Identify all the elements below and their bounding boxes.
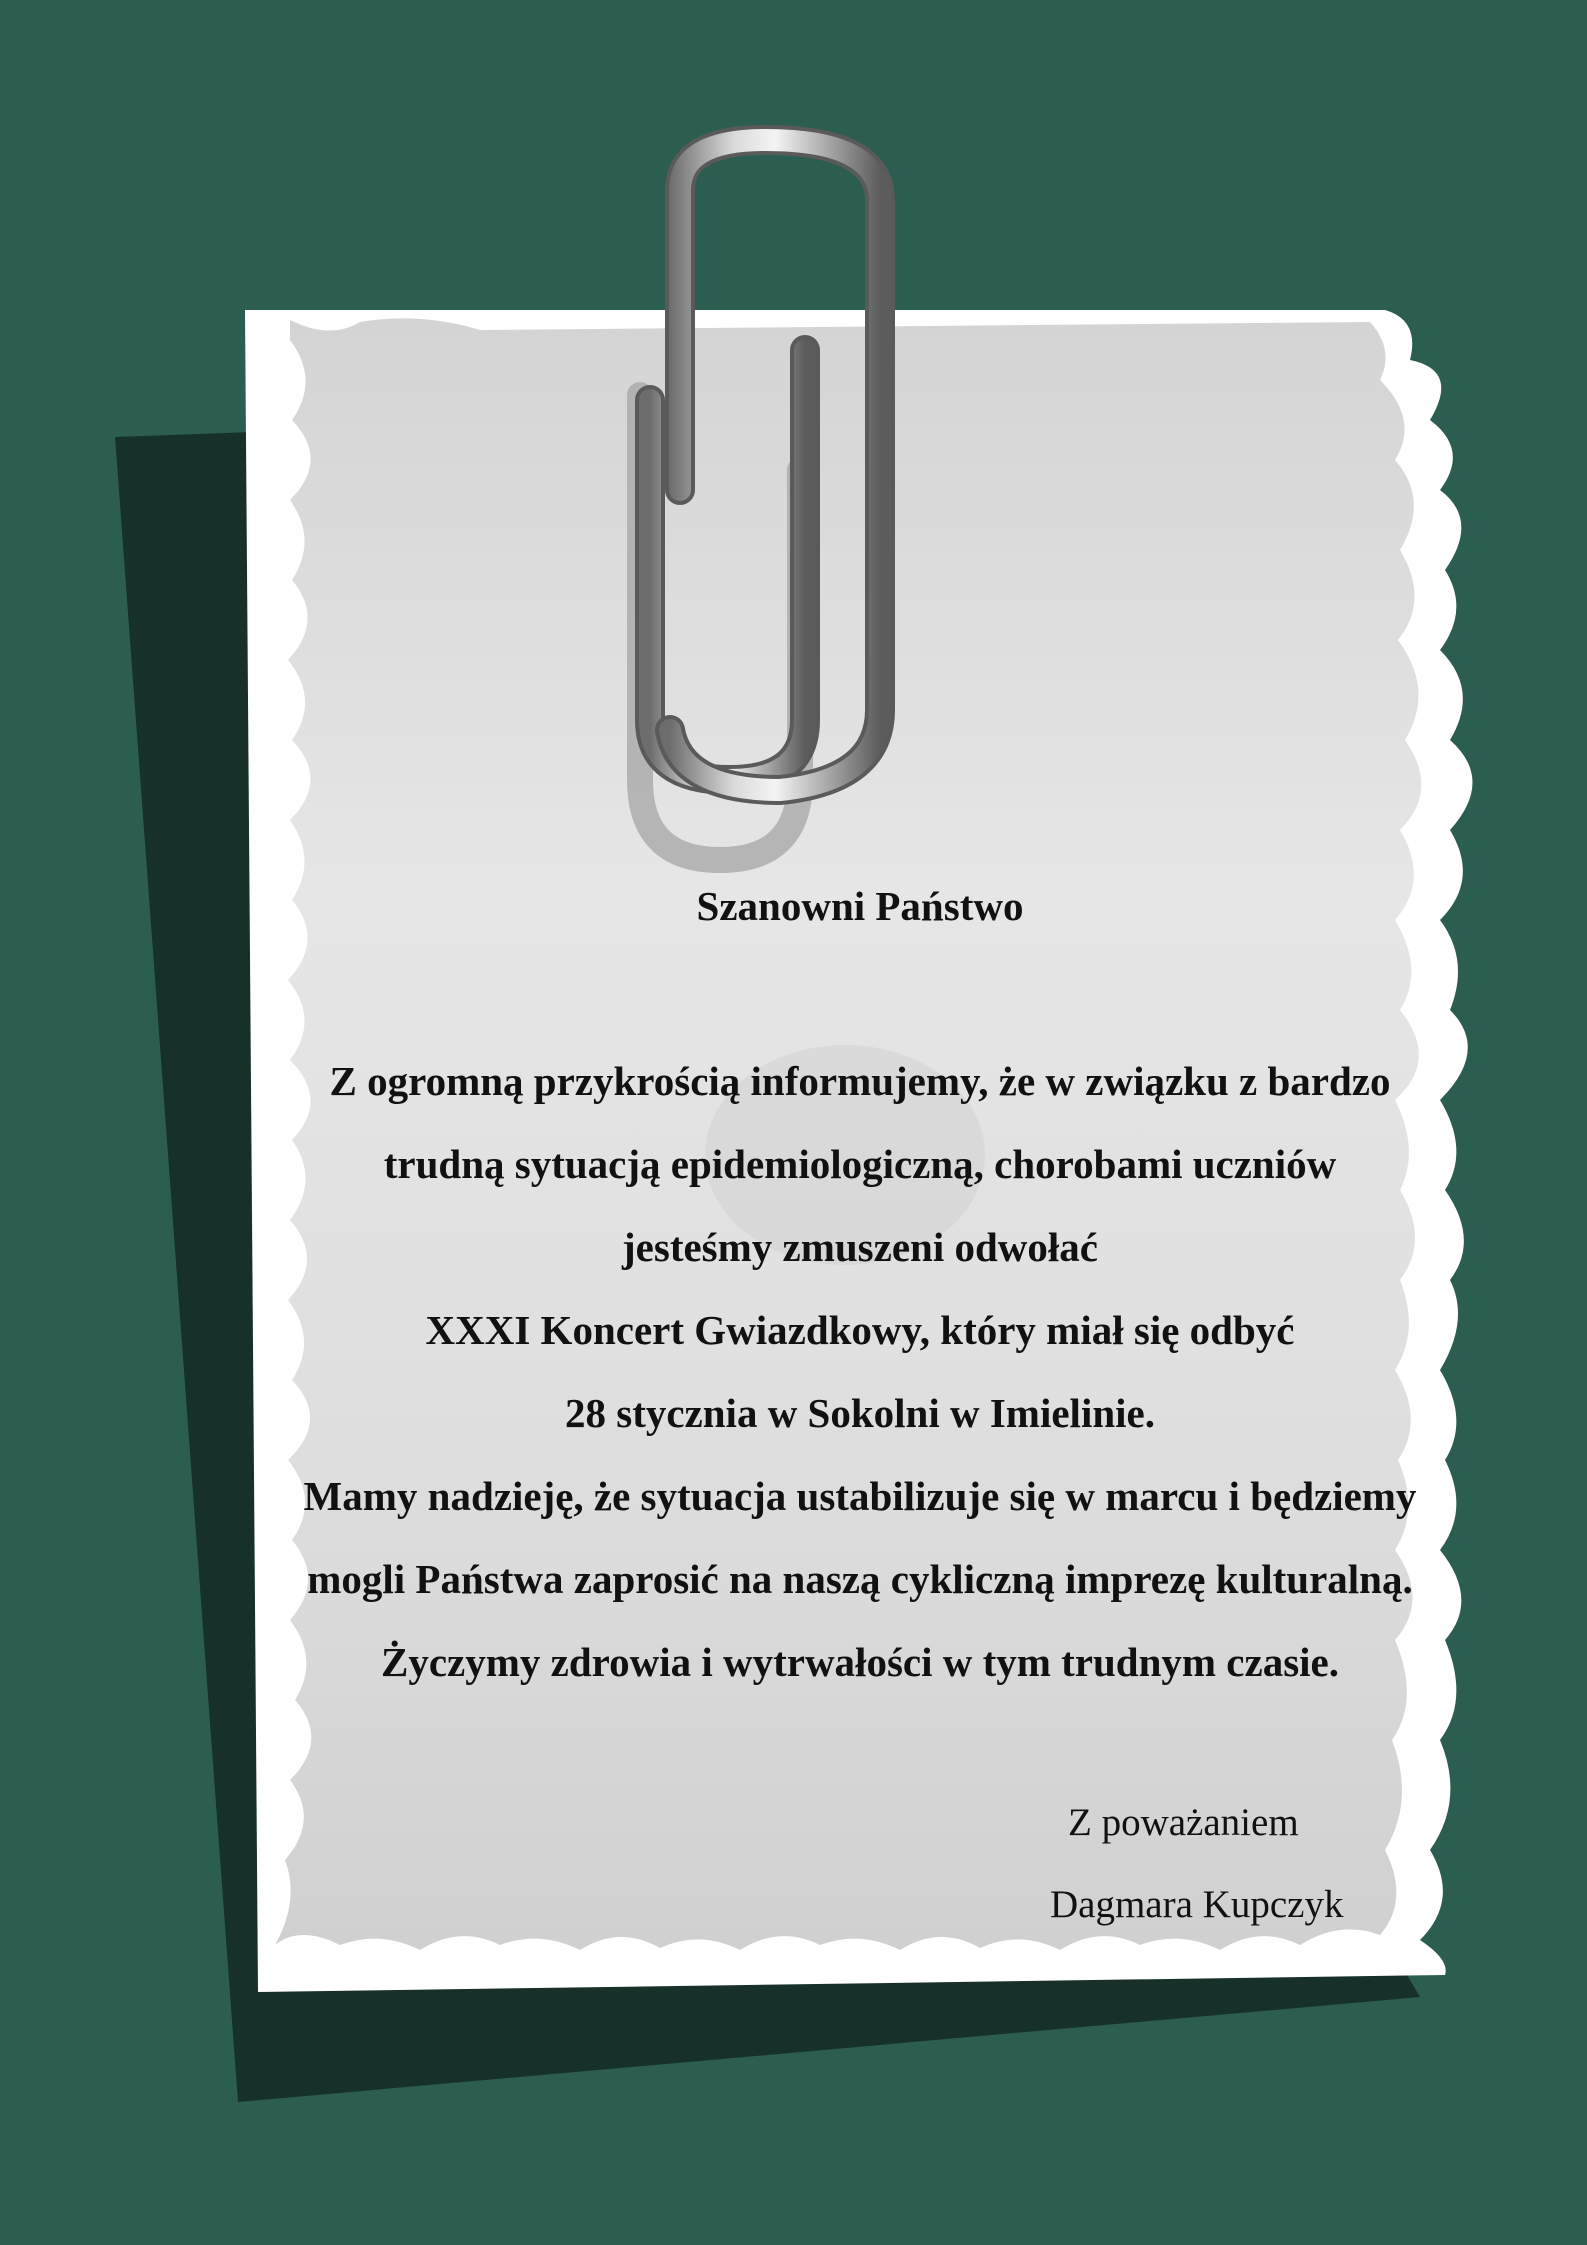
letter-body-line: mogli Państwa zaprosić na naszą cykliczną imprezę kulturalną. bbox=[307, 1556, 1413, 1602]
letter-body-line: 28 stycznia w Sokolni w Imielinie. bbox=[565, 1390, 1155, 1436]
letter-body-line: Z ogromną przykrością informujemy, że w związku z bardzo bbox=[329, 1058, 1391, 1104]
letter-body bbox=[250, 1040, 1470, 1704]
letter-body-line: Życzymy zdrowia i wytrwałości w tym trudnym czasie. bbox=[380, 1639, 1339, 1685]
letter-body-line: jesteśmy zmuszeni odwołać bbox=[622, 1224, 1098, 1270]
letter-body-line: XXXI Koncert Gwiazdkowy, który miał się odbyć bbox=[425, 1307, 1295, 1353]
letter-greeting: Szanowni Państwo bbox=[696, 883, 1024, 929]
letter-closing: Z poważaniem bbox=[1068, 1801, 1299, 1844]
letter-signature: Dagmara Kupczyk bbox=[1050, 1883, 1344, 1926]
letter-body-line: Mamy nadzieję, że sytuacja ustabilizuje się w marcu i będziemy bbox=[303, 1473, 1417, 1519]
letter-body-line: trudną sytuacją epidemiologiczną, chorobami uczniów bbox=[383, 1141, 1337, 1187]
